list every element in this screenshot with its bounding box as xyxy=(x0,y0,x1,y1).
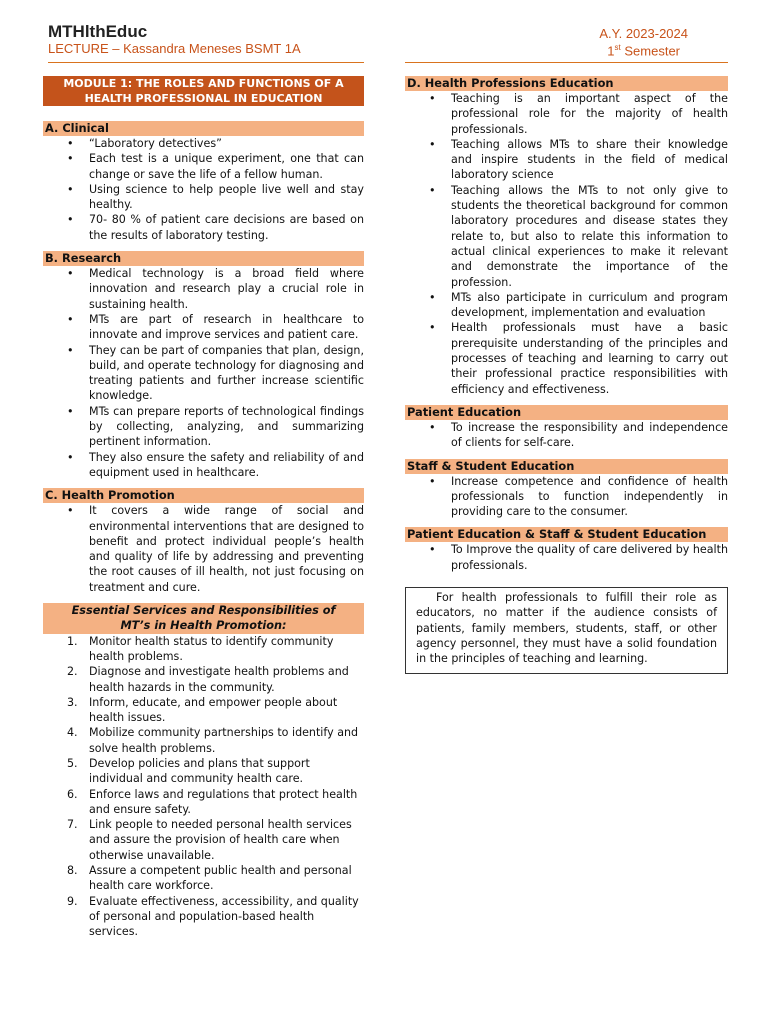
clinical-list xyxy=(43,136,364,243)
numbered-item xyxy=(43,817,364,863)
numbered-item xyxy=(43,894,364,940)
item-number: 1. xyxy=(67,634,78,648)
section-title-research: B. Research xyxy=(43,251,364,266)
item-number: 3. xyxy=(67,695,78,709)
numbered-item xyxy=(43,863,364,894)
item-text: Assure a competent public health and personal health care workforce. xyxy=(89,864,352,893)
staff-student-education-list xyxy=(405,474,728,520)
list-item: • Health professionals must have a basic prerequisite understanding of the principles and processes of teaching and learning to carry out their professional practice responsibilities with efficiency and effectiveness. xyxy=(405,320,728,396)
numbered-item xyxy=(43,664,364,695)
numbered-item xyxy=(43,756,364,787)
essential-services-list xyxy=(43,634,364,940)
list-item: • Teaching allows MTs to share their knowledge and inspire students in the field of medical laboratory science xyxy=(405,137,728,183)
list-item: • They can be part of companies that plan, design, build, and operate technology for diagnosing and treating patients and further increase scientific knowledge. xyxy=(43,343,364,404)
list-item: • To increase the responsibility and independence of clients for self-care. xyxy=(405,420,728,451)
list-item: • Teaching is an important aspect of the professional role for the majority of health professionals. xyxy=(405,91,728,137)
item-number: 7. xyxy=(67,818,78,832)
section-title-clinical: A. Clinical xyxy=(43,121,364,136)
item-text: Inform, educate, and empower people about health issues. xyxy=(89,695,338,725)
essential-services-heading xyxy=(43,603,364,634)
lecture-info: LECTURE – Kassandra Meneses BSMT 1A xyxy=(48,41,301,56)
numbered-item xyxy=(43,695,364,726)
health-promotion-list xyxy=(43,503,364,595)
item-text: Link people to needed personal health services and assure the provision of health care when otherwise unavailable. xyxy=(89,818,352,862)
header-rule-right xyxy=(405,62,728,63)
left-column xyxy=(43,76,364,940)
list-item: • 70- 80 % of patient care decisions are based on the results of laboratory testing. xyxy=(43,212,364,243)
numbered-item xyxy=(43,634,364,665)
list-item: • Teaching allows the MTs to not only give to students the theoretical background for common laboratory procedures and disease states they relate to, but also to relate this information to actual clinical experiences to make it relevant and demonstrate the importance of the profession. xyxy=(405,183,728,290)
item-text: Mobilize community partnerships to identify and solve health problems. xyxy=(89,726,359,755)
list-item: • They also ensure the safety and reliability of and equipment used in healthcare. xyxy=(43,450,364,481)
item-number: 2. xyxy=(67,665,78,679)
term-info xyxy=(599,27,688,58)
list-item: • Medical technology is a broad field where innovation and research play a crucial role in sustaining health. xyxy=(43,266,364,312)
right-column xyxy=(405,76,728,674)
list-item: • It covers a wide range of social and environmental interventions that are designed to benefit and protect individual people’s health and quality of life by addressing and preventing the root causes of ill health, not just focusing on treatment and cure. xyxy=(43,503,364,595)
numbered-item xyxy=(43,787,364,818)
item-number: 4. xyxy=(67,726,78,740)
module-title: MODULE 1: THE ROLES AND FUNCTIONS OF A HEALTH PROFESSIONAL IN EDUCATION xyxy=(43,76,364,106)
essential-heading-line1: Essential Services and Responsibilities of xyxy=(71,604,336,618)
list-item: • Using science to help people live well and stay healthy. xyxy=(43,182,364,213)
patient-education-list xyxy=(405,420,728,451)
item-text: Diagnose and investigate health problems and health hazards in the community. xyxy=(89,665,349,694)
page-header xyxy=(48,20,728,60)
combined-education-list xyxy=(405,542,728,573)
course-code: MTHlthEduc xyxy=(48,22,148,41)
item-number: 6. xyxy=(67,787,78,801)
list-item: • To Improve the quality of care delivered by health professionals. xyxy=(405,542,728,573)
essential-heading-line2: MT’s in Health Promotion: xyxy=(120,619,287,633)
item-number: 5. xyxy=(67,756,78,770)
item-text: Evaluate effectiveness, accessibility, and quality of personal and population-based health services. xyxy=(89,894,359,939)
list-item: • “Laboratory detectives” xyxy=(43,136,364,151)
research-list xyxy=(43,266,364,480)
section-title-health-professions-education: D. Health Professions Education xyxy=(405,76,728,91)
section-title-patient-education: Patient Education xyxy=(405,405,728,420)
list-item: • MTs also participate in curriculum and program development, implementation and evaluation xyxy=(405,290,728,321)
header-rule-left xyxy=(48,62,364,63)
note-box: For health professionals to fulfill their role as educators, no matter if the audience consists of patients, family members, students, staff, or other agency personnel, they must have a solid foundation in the principles of teaching and learning. xyxy=(405,587,728,673)
item-text: Monitor health status to identify community health problems. xyxy=(89,634,334,663)
semester xyxy=(599,41,688,58)
section-title-health-promotion: C. Health Promotion xyxy=(43,488,364,503)
health-professions-education-list xyxy=(405,91,728,397)
list-item: • Each test is a unique experiment, one that can change or save the life of a fellow human. xyxy=(43,151,364,182)
item-number: 9. xyxy=(67,894,78,908)
list-item: • MTs can prepare reports of technological findings by collecting, analyzing, and summarizing pertinent information. xyxy=(43,404,364,450)
list-item: • MTs are part of research in healthcare to innovate and improve services and patient care. xyxy=(43,312,364,343)
list-item: • Increase competence and confidence of health professionals to function independently in providing care to the consumer. xyxy=(405,474,728,520)
section-title-combined-education: Patient Education & Staff & Student Education xyxy=(405,527,728,542)
item-text: Develop policies and plans that support individual and community health care. xyxy=(89,756,310,786)
semester-number: 1 xyxy=(607,43,615,59)
section-title-staff-student-education: Staff & Student Education xyxy=(405,459,728,474)
item-number: 8. xyxy=(67,864,78,878)
item-text: Enforce laws and regulations that protect health and ensure safety. xyxy=(89,787,358,816)
semester-word: Semester xyxy=(620,43,681,59)
numbered-item xyxy=(43,725,364,756)
academic-year: A.Y. 2023-2024 xyxy=(599,26,688,41)
semester-suffix: st xyxy=(614,43,621,52)
